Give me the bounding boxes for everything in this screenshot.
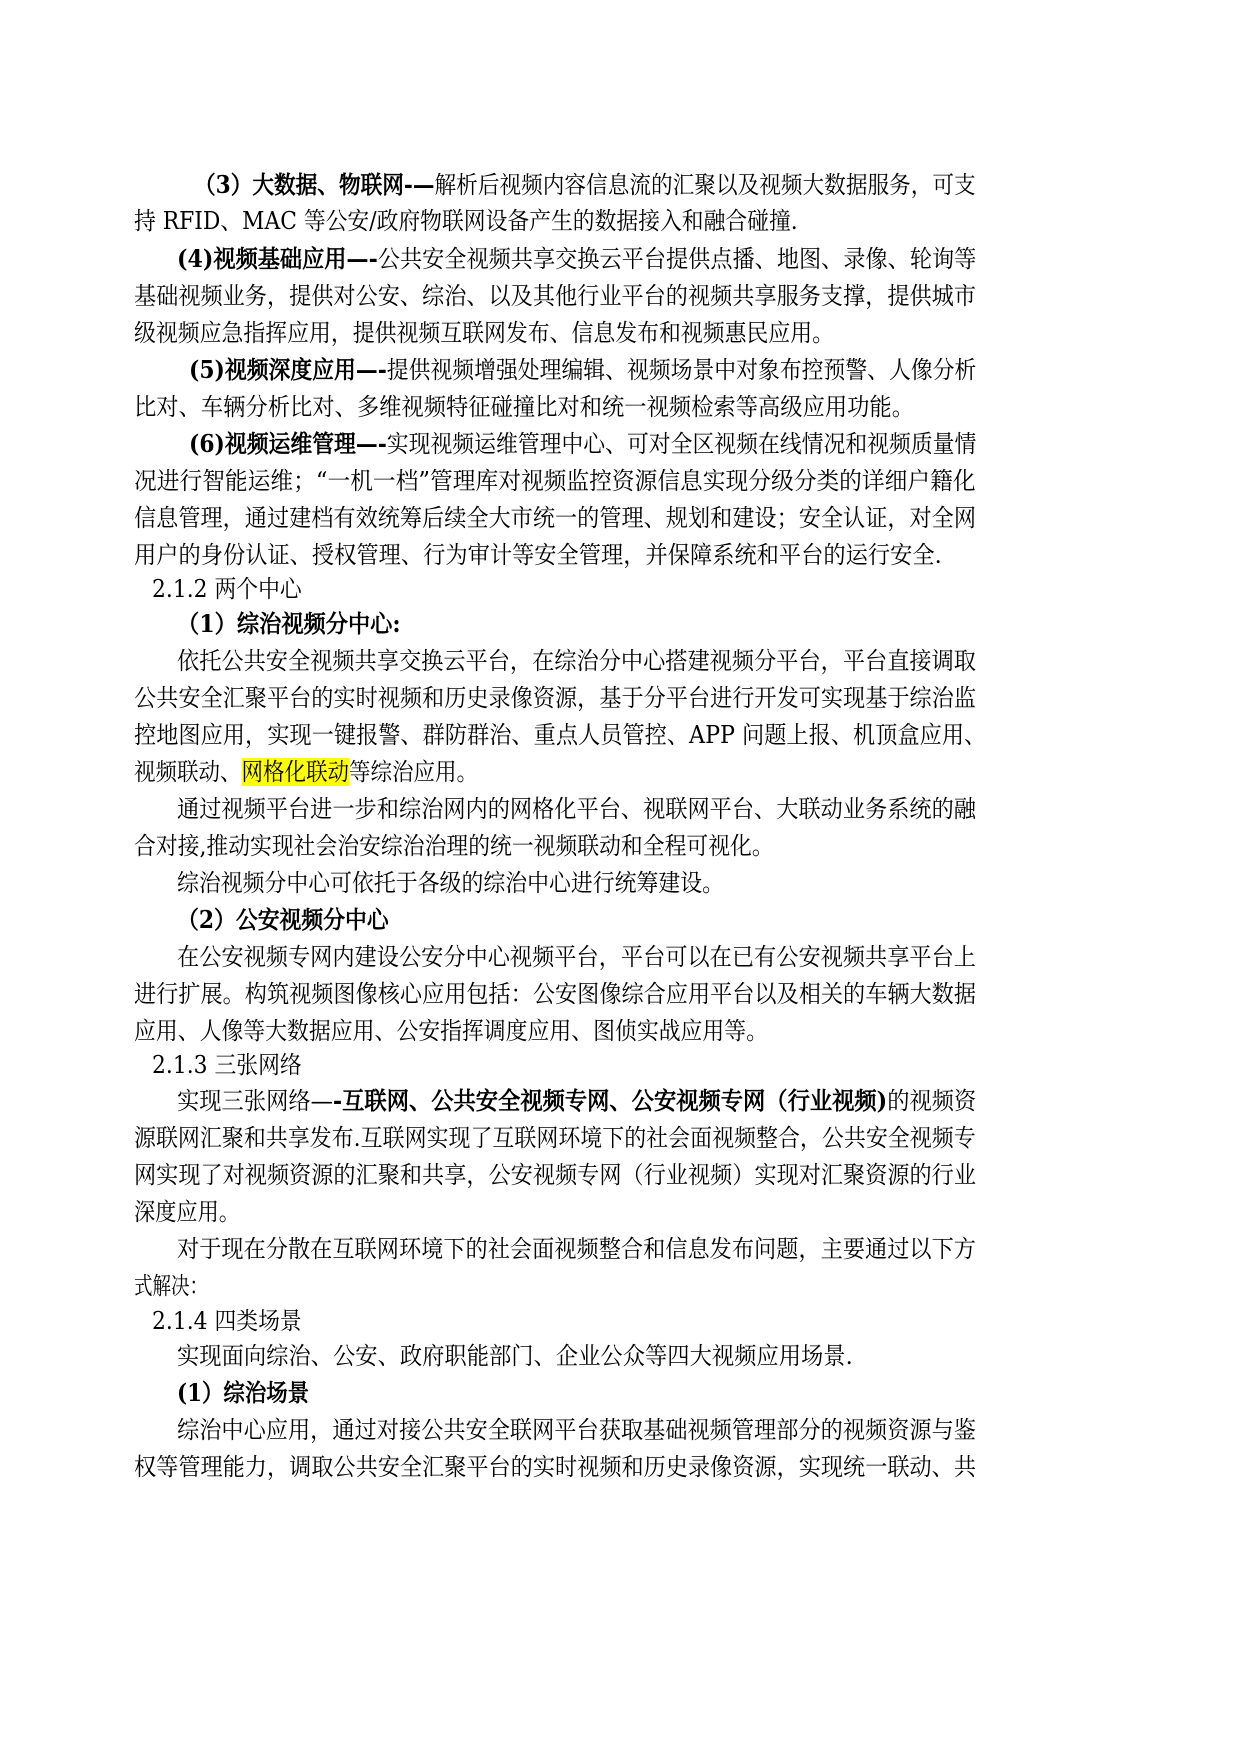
video-depth-heading: (5)视频深度应用—- (189, 355, 387, 384)
section-heading-2-1-2: 2.1.2 两个中心 (152, 575, 302, 603)
paragraph-video-basic-line-2: 基础视频业务，提供对公安、综治、以及其他行业平台的视频共享服务支撑，提供城市 (134, 282, 976, 310)
paragraph-big-data-line-1 (194, 170, 976, 200)
paragraph-integration-line-2: 合对接,推动实现社会治安综治治理的统一视频联动和全程可视化。 (134, 832, 774, 860)
paragraph-zongzhi-line-3: 控地图应用，实现一键报警、群防群治、重点人员管控、APP 问题上报、机顶盒应用、 (134, 721, 987, 749)
paragraph-three-networks-line-4: 深度应用。 (134, 1198, 240, 1226)
three-networks-bold: -互联网、公共安全视频专网、公安视频专网（行业视频) (332, 1086, 888, 1115)
paragraph-four-scenarios: 实现面向综治、公安、政府职能部门、企业公众等四大视频应用场景. (177, 1342, 853, 1370)
big-data-text: 解析后视频内容信息流的汇聚以及视频大数据服务，可支 (434, 171, 976, 199)
section-heading-2-1-4: 2.1.4 四类场景 (152, 1307, 302, 1335)
section-heading-2-1-3: 2.1.3 三张网络 (152, 1051, 302, 1079)
paragraph-video-depth-line-1: (5)视频深度应用—-提供视频增强处理编辑、视频场景中对象布控预警、人像分析 (189, 355, 977, 384)
subheading-zongzhi-center: （1）综治视频分中心: (177, 609, 401, 638)
paragraph-public-security-line-2: 进行扩展。构筑视频图像核心应用包括：公安图像综合应用平台以及相关的车辆大数据 (134, 980, 976, 1008)
paragraph-video-depth-line-2: 比对、车辆分析比对、多维视频特征碰撞比对和统一视频检索等高级应用功能。 (134, 393, 914, 421)
paragraph-social-video-line-2: 式解决： (134, 1272, 208, 1300)
paragraph-public-security-line-3: 应用、人像等大数据应用、公安指挥调度应用、图侦实战应用等。 (134, 1017, 768, 1045)
paragraph-three-networks-line-3: 网实现了对视频资源的汇聚和共享，公安视频专网（行业视频）实现对汇聚资源的行业 (134, 1161, 976, 1189)
paragraph-video-ops-line-1: (6)视频运维管理—-实现视频运维管理中心、可对全区视频在线情况和视频质量情 (189, 429, 977, 458)
big-data-heading: （3）大数据、物联网-— (194, 170, 435, 199)
paragraph-coordinated-build: 综治视频分中心可依托于各级的综治中心进行统筹建设。 (177, 869, 724, 897)
paragraph-integration-line-1: 通过视频平台进一步和综治网内的网格化平台、视联网平台、大联动业务系统的融 (177, 795, 976, 823)
paragraph-video-basic-line-1: (4)视频基础应用—-公共安全视频共享交换云平台提供点播、地图、录像、轮询等 (177, 244, 977, 273)
paragraph-video-ops-line-4: 用户的身份认证、授权管理、行为审计等安全管理，并保障系统和平台的运行安全. (134, 541, 942, 569)
paragraph-video-ops-line-2: 况进行智能运维；“一机一档”管理库对视频监控资源信息实现分级分类的详细户籍化 (134, 467, 976, 495)
paragraph-big-data-line-2: 持 RFID、MAC 等公安/政府物联网设备产生的数据接入和融合碰撞. (134, 207, 798, 235)
paragraph-zongzhi-line-4: 视频联动、网格化联动等综治应用。 (134, 758, 478, 786)
paragraph-zongzhi-line-2: 公共安全汇聚平台的实时视频和历史录像资源，基于分平台进行开发可实现基于综治监 (134, 684, 976, 712)
paragraph-zongzhi-line-1: 依托公共安全视频共享交换云平台，在综治分中心搭建视频分平台，平台直接调取 (177, 647, 976, 675)
paragraph-zongzhi-scenario-line-2: 权等管理能力，调取公共安全汇聚平台的实时视频和历史录像资源，实现统一联动、共 (134, 1453, 976, 1481)
paragraph-video-basic-line-3: 级视频应急指挥应用，提供视频互联网发布、信息发布和视频惠民应用。 (134, 319, 834, 347)
paragraph-three-networks-line-2: 源联网汇聚和共享发布.互联网实现了互联网环境下的社会面视频整合，公共安全视频专 (134, 1124, 976, 1152)
paragraph-video-ops-line-3: 信息管理，通过建档有效统筹后续全大市统一的管理、规划和建设；安全认证，对全网 (134, 504, 976, 532)
subheading-zongzhi-scenario: (1）综治场景 (177, 1378, 310, 1407)
video-ops-heading: (6)视频运维管理—- (189, 429, 387, 458)
highlighted-text: 网格化联动 (241, 758, 349, 786)
paragraph-social-video-line-1: 对于现在分散在互联网环境下的社会面视频整合和信息发布问题，主要通过以下方 (177, 1235, 976, 1263)
paragraph-three-networks-line-1: 实现三张网络—-互联网、公共安全视频专网、公安视频专网（行业视频)的视频资 (177, 1086, 977, 1115)
video-basic-heading: (4)视频基础应用—- (177, 244, 378, 273)
subheading-public-security-center: （2）公安视频分中心 (177, 905, 389, 934)
paragraph-zongzhi-scenario-line-1: 综治中心应用，通过对接公共安全联网平台获取基础视频管理部分的视频资源与鉴 (177, 1416, 976, 1444)
paragraph-public-security-line-1: 在公安视频专网内建设公安分中心视频平台，平台可以在已有公安视频共享平台上 (177, 943, 976, 971)
